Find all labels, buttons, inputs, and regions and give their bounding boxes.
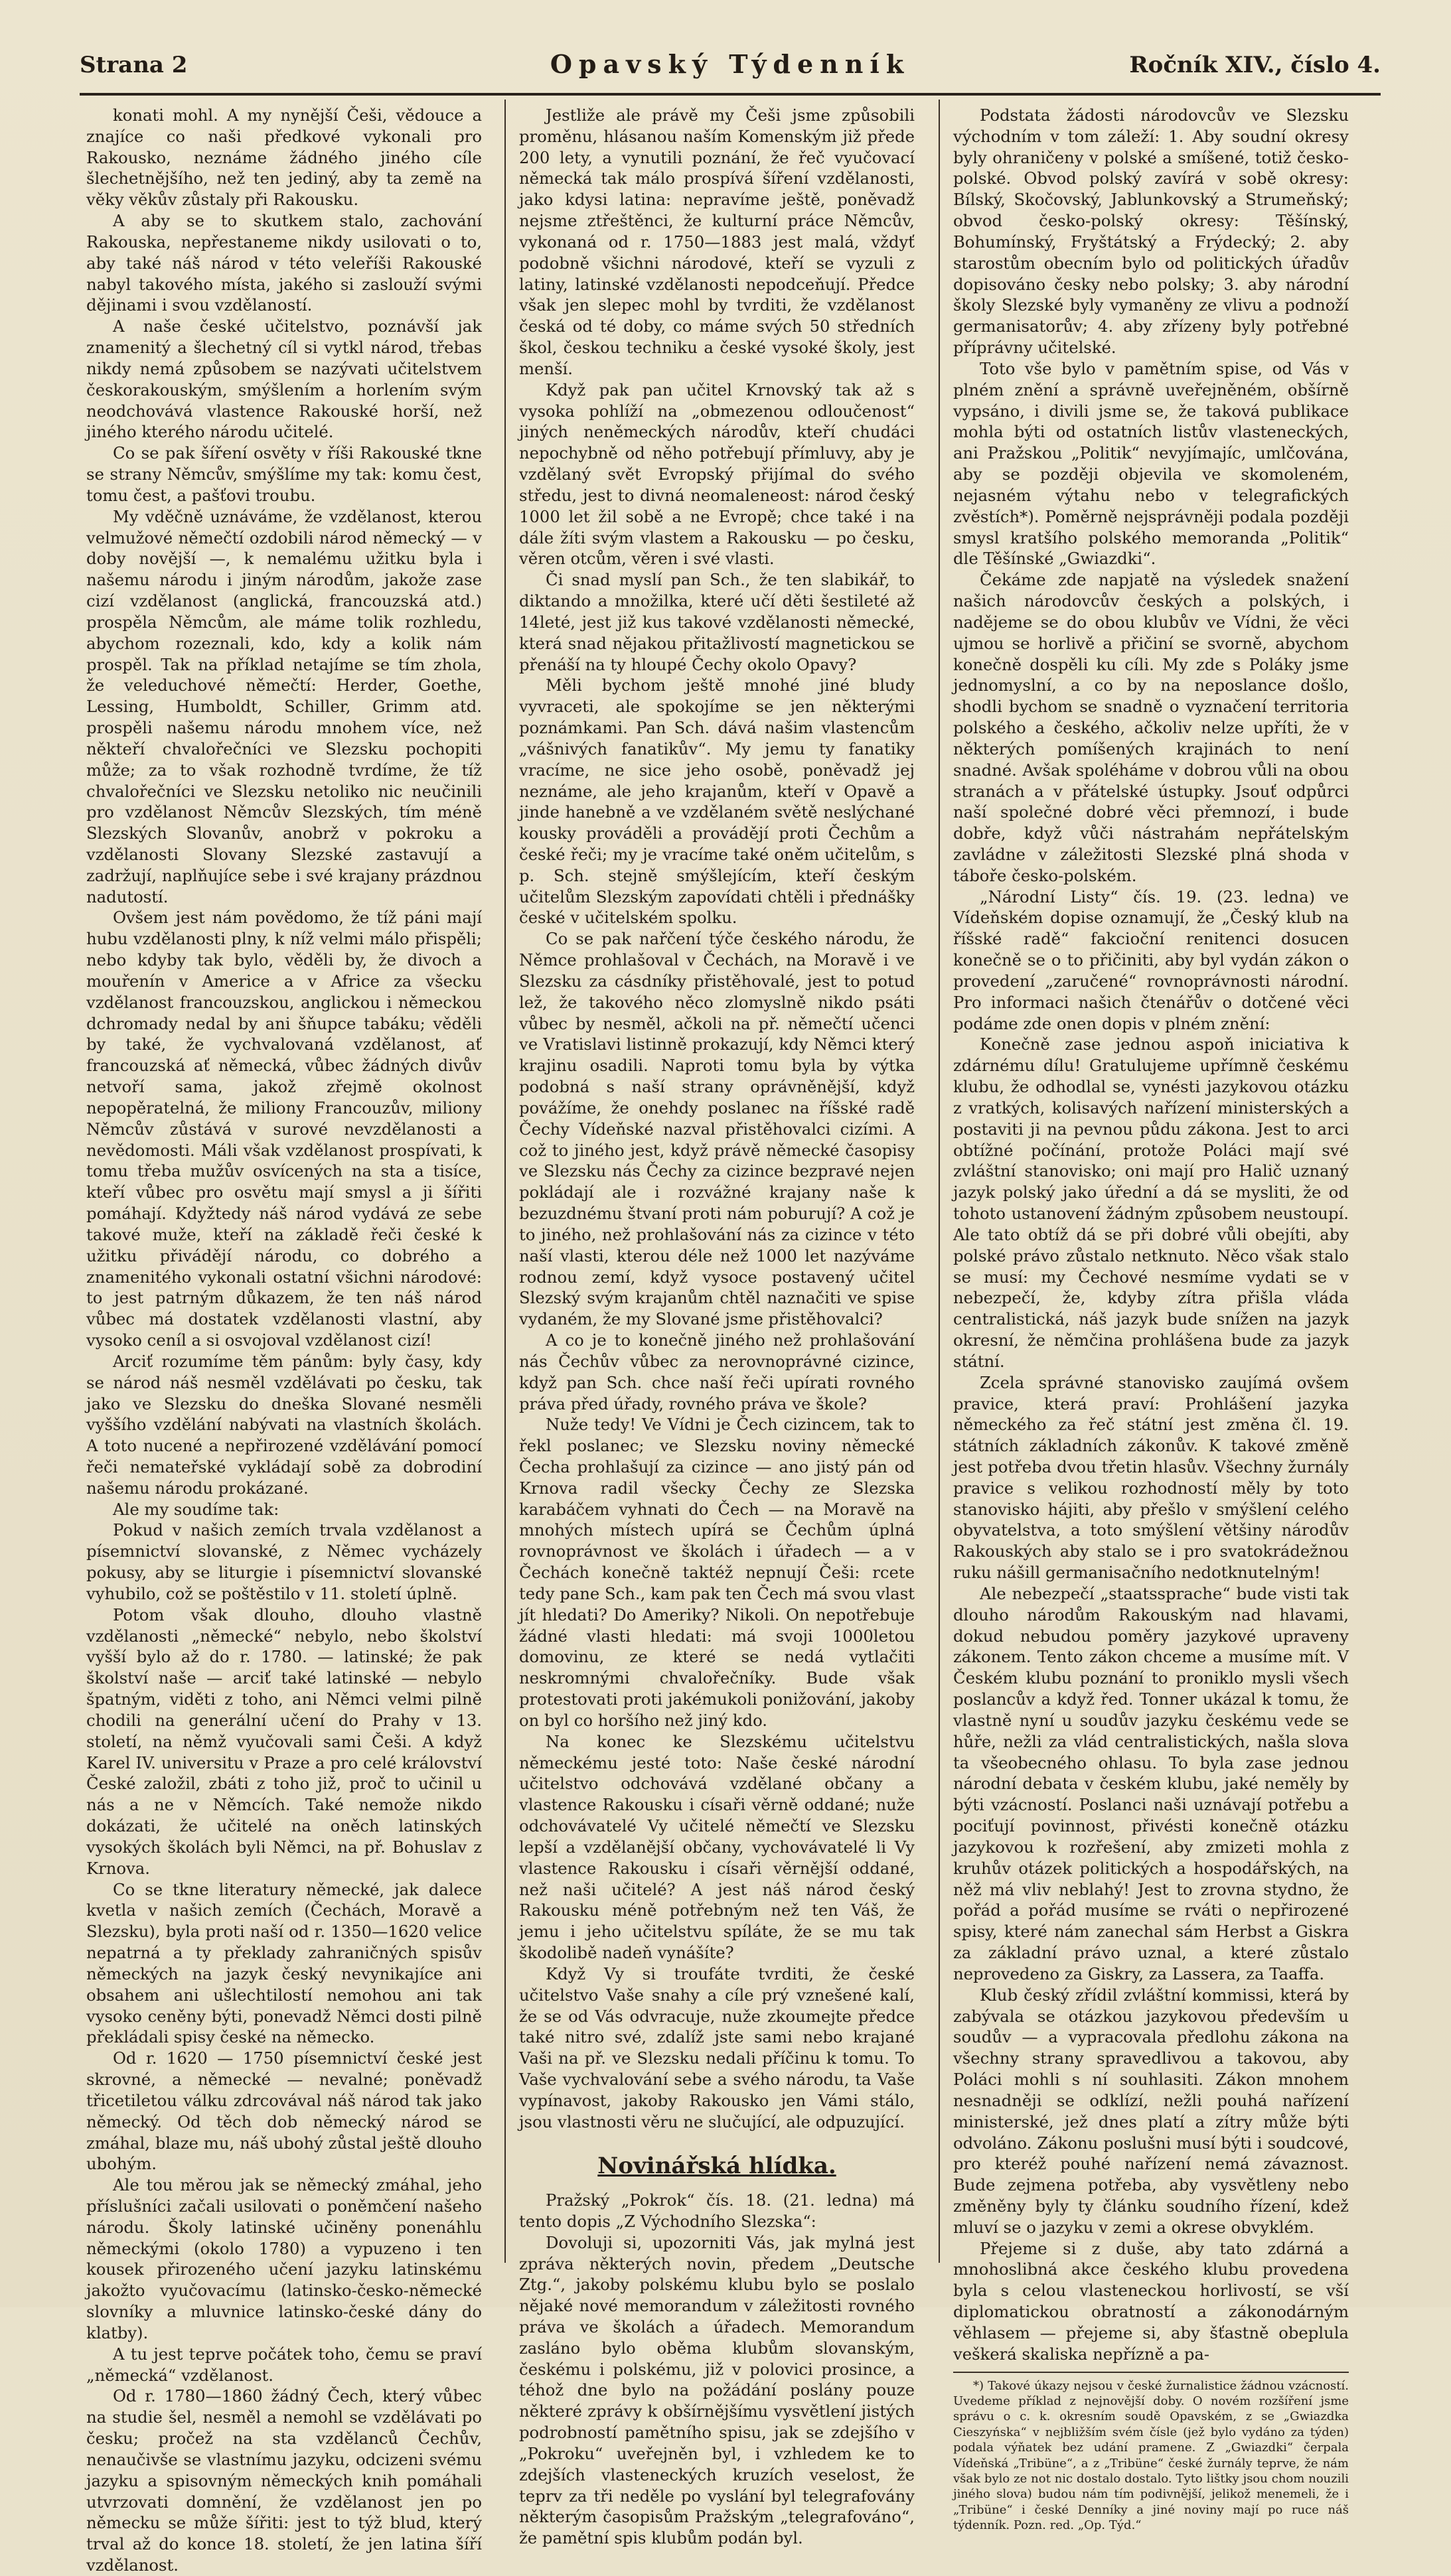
paragraph: Když Vy si troufáte tvrditi, že české učitelstvo Vaše snahy a cíle prý vznešené kalí, že se od Vás odvracuje, nuže zkoumejte předce také nitro své, zdalíž jste sami nebo krajané Vaši na př. ve Slezsku nedali příčinu k tomu. To Vaše vychvalování sebe a svého národu, ta Vaše vypínavost, jakoby Rakousko jen Vámi stálo, jsou vlastnosti věru ne slučující, ale odpuzující. [519,1964,915,2131]
paragraph: Či snad myslí pan Sch., že ten slabikář, to diktando a množilka, které učí děti šestileté až 14leté, jest již kus takové vzdělanosti německé, která snad nějakou přitažlivostí magnetickou se přenáší na ty hloupé Čechy okolo Opavy? [519,570,915,674]
paragraph: Ale my soudíme tak: [113,1499,279,1519]
paragraph: „Národní Listy“ čís. 19. (23. ledna) ve Vídeňském dopise oznamují, že „Český klub na říšské radě“ fakcioční renitenci dosucen konečně se o to přičiniti, aby byl vydán zákon o provedení „zaručené“ rovnoprávnosti národní. Pro informaci našich čtenářův o dotčené věci podáme zde onen dopis v plném znění: [953,887,1349,1033]
page-header [80,46,1381,86]
paragraph: A tu jest teprve počátek toho, čemu se praví „německá“ vzdělanost. [86,2344,482,2385]
paragraph: Klub český zřídil zvláštní kommissi, která by zabývala se otázkou jazykovou především u soudův — a vypracovala předlohu zákona na všechny strany spravedlivou a takovou, aby Poláci mohli s ní souhlasiti. Zákon mnohem nesnadněji se odklízí, nežli pouhá nařízení ministerské, jež dnes platí a zítry může býti odvoláno. Zákonu poslušni musí býti i soudcové, pro kteréž pouhé nařízení nemá závaznost. Bude zejmena potřeba, aby vysvětleny nebo změněny byly ty článku soudního řízení, kdež mluví se o jazyku v zemi a okrese obvyklém. [953,1985,1349,2237]
paragraph: Od r. 1780—1860 žádný Čech, který vůbec na studie šel, nesměl a nemohl se vzdělávati po česku; pročež na sta vzdělanců Čechův, nenaučivše se vlastnímu jazyku, odcizeni svému jazyku a spisovným německých knih pomáhali utvrzovati domnění, že vzdělanost jen po německu se může šířiti: jest to týž blud, který trval až do konce 18. století, že jen latina šíří vzdělanost. [86,2386,482,2575]
paragraph: Potom však dlouho, dlouho vlastně vzdělanosti „německé“ nebylo, nebo školství vyšší bylo až do r. 1780. — latinské; že pak školství naše — arciť také latinské — nebylo špatným, viděti z toho, ani Němci velmi pilně chodili na generální učení do Prahy v 13. století, na němž vyučovali sami Češi. A když Karel IV. universitu v Praze a pro celé království České založil, zbáti z toho již, proč to učinil u nás a ne v Němcích. Také nemože nikdo dokázati, že učitelé na oněch latinských vysokých školách byli Němci, na př. Bohuslav z Krnova. [86,1605,482,1878]
paragraph: A aby se to skutkem stalo, zachování Rakouska, nepřestaneme nikdy usilovati o to, aby také náš národ v této veleříši Rakouské nabyl takového místa, jakého si zaslouží svými dějinami i svou vzdělaností. [86,211,482,315]
column-divider [504,100,506,2263]
footnote-text: *) Takové úkazy nejsou v české žurnalistice žádnou vzácností. Uvedeme příklad z nejnovější doby. O novém rozšíření jsme správu o c. k. okresním soudě Opavském, z se „Gwiazdka Cieszyńska“ v nejbližším svém čísle (jež bylo vydáno za týden) podala výňatek bez udání pramene. Z „Gwiazdki“ čerpala Vídeňská „Tribüne“, a z „Tribüne“ české žurnály teprve, že nám však bylo ze not nic dostalo dostalo. Tyto lištky jsou chom nouzili jiného slova) budou nám tím podivnější, jelikož menemeli, že i „Tribüne“ i české Denníky a jiné noviny mají po ruce náš týdenník. Pozn. red. „Op. Týd.“ [953,2378,1349,2533]
paragraph: Jestliže ale právě my Češi jsme způsobili proměnu, hlásanou naším Komenským již přede 200 lety, a vynutili poznání, že řeč vyučovací německá tak málo prospívá šíření vzdělanosti, jako kdysi latina: nepravíme ještě, poněvadž nejsme ztřeštěnci, že kulturní práce Němcův, vykonaná od r. 1750—1883 jest malá, vždyť podobně všichni národové, kteří se vyzuli z latiny, latinské vzdělanosti nepodceňují. Předce však jen slepec mohl by tvrditi, že vzdělanost česká od té doby, co máme svých 50 středních škol, českou techniku a české vysoké školy, jest menší. [519,106,915,378]
paragraph: Pražský „Pokrok“ čís. 18. (21. ledna) má tento dopis „Z Východního Slezska“: [519,2190,915,2231]
paragraph: Zcela správné stanovisko zaujímá ovšem pravice, která praví: Prohlášení jazyka německého za řeč státní jest změna čl. 19. státních základních zákonův. K takové změně jest potřeba dvou třetin hlasův. Všechny žurnály pravice s velikou rozhodností měly by toto stanovisko hájiti, aby přešlo v smýšlení celého obyvatelstva, a toto smýšlení většiny národův Rakouských aby stalo se i pro svatokrádežnou ruku nášill germanisačního nedotknutelným! [953,1372,1349,1583]
paragraph: Měli bychom ještě mnohé jiné bludy vyvraceti, ale spokojíme se jen některými poznámkami. Pan Sch. dává našim vlastencům „vášnivých fanatikův“. My jemu ty fanatiky vracíme, ne sice jeho osobě, poněvadž jej neznáme, ale jeho krajanům, kteří v Opavě a jinde hanebně a ve vzdělaném světě neslýchané kousky prováděli a provádějí proti Čechům a české řeči; my je vracíme také oněm učitelům, s p. Sch. stejně smýšlejícím, kteří českým učitelům Slezským zapovídati chtěli i přednášky české v učitelském spolku. [519,676,915,928]
header-rule [80,93,1381,96]
paragraph: Ovšem jest nám povědomo, že tíž páni mají hubu vzdělanosti plny, k níž velmi málo přispěli; nebo kdyby tak bylo, věděli by, že divoch a mouřenín v Americe a v Africe za všecku vzdělanost francouzskou, anglickou i německou dchromady nedal by ani šňupce tabáku; věděli by také, že vychvalovaná vzdělanost, ať francouzská ať německá, vůbec žádných divův netvoří sama, jakož zřejmě okolnost nepopěratelná, že miliony Francouzův, miliony Němcův zůstává v surové nevzdělanosti a nevědomosti. Máli však vzdělanost prospívati, k tomu třeba mužův osvícených na sta a tisíce, kteří vůbec pro osvětu mají smysl a ji šířiti pomáhají. Kdyžtedy náš národ vydává ze sebe takové muže, kteří na základě řeči české k užitku přivádějí národu, co dobrého a znamenitého vykonali ostatní všichni národové: to jest patrným důkazem, že ten náš národ vůbec má dostatek vzdělanosti vlastní, aby vysoko ceníl a si osvojoval vzdělanost cizí! [86,908,482,1350]
column-divider [939,100,940,2263]
column-1 [86,105,482,2575]
paragraph: Čekáme zde napjatě na výsledek snažení našich národovcův českých a polských, i nadějeme se do obou klubův ve Vídni, že věci ujmou se horlivě a přičiní se svorně, abychom konečně dospěli ku cíli. My zde s Poláky jsme jednomyslní, a co by na neposlance došlo, shodli bychom se snadně o vyznačení territoria polského a českého, ačkoliv nelze upříti, že v některých pomíšených krajinách to není snadné. Avšak spoléháme v dobrou vůli na obou stranách a v přátelské ústupky. Jsouť odpůrci naší společné dobré věci přemnozí, i bude dobře, když vůči nástrahám nepřátelským zavládne v záležitosti Slezské plná shoda v táboře česko-polském. [953,570,1349,885]
column-2 [519,105,915,2548]
column-3 [953,105,1349,2533]
paragraph: Arciť rozumíme těm pánům: byly časy, kdy se národ náš nesměl vzdělávati po česku, tak jako ve Slezsku do dneška Slované nesměli vyššího vzdělání nabývati na vlastních školách. A toto nucené a nepřirozené vzdělávání pomocí řeči nemateřské vykládají sobě za dobrodiní našemu národu prokázané. [86,1351,482,1498]
paragraph: Podstata žádosti národovcův ve Slezsku východním v tom záleží: 1. Aby soudní okresy byly ohraničeny v polské a smíšené, totiž česko-polské. Obvod polský zavírá v sobě okresy: Bílský, Skočovský, Jablunkovský a Strumeňský; obvod česko-polský okresy: Těšínský, Bohumínský, Fryštátský a Frýdecký; 2. aby starostům obecním bylo od politických úřadův dopisováno česky nebo polsky; 3. aby národní školy Slezské byly vymaněny ze vlivu a podnoží germanisatorův; 4. aby zřízeny byly potřebné příprávny učitelské. [953,106,1349,358]
paragraph: Konečně zase jednou aspoň iniciativa k zdárnému dílu! Gratulujeme upřímně českému klubu, že odhodlal se, vynésti jazykovou otázku z vratkých, kolisavých nařízení ministerských a postaviti ji na pevnou půdu zákona. Jest to arci obtížné počínání, protože Poláci mají své zvláštní stanovisko; oni mají pro Halič uznaný jazyk polský jako úřední a dá se mysliti, že od tohoto ustanovení žádným způsobem neustoupí. Ale tato obtíž dá se při dobré vůli obejíti, aby polské právo zůstalo netknuto. Něco však stalo se musí: my Čechové nesmíme vydati se v nebezpečí, že, kdyby zítra přišla vláda centralistická, náš jazyk bude snížen na jazyk okresní, že němčina prohlášena bude za jazyk státní. [953,1035,1349,1371]
paragraph: Dovoluji si, upozorniti Vás, jak mylná jest zpráva některých novin, předem „Deutsche Ztg.“, jakoby polskému klubu bylo se poslalo nějaké nové memorandum v záležitosti rovného práva ve školách a úřadech. Memorandum zasláno bylo oběma klubům slovanským, českému i polskému, již v polovici prosince, a téhož dne bylo na požádání poslány pouze některé zprávy k obšírnějšímu vysvětlení jistých podrobností pamětního spisu, jak se zdejšího v „Pokroku“ uveřejněn byl, i vzhledem ke to zdejších vlasteneckých kruzích veselost, že teprv za tři neděle po vyslání byl telegrafovány některým časopisům Pražským „telegrafováno“, že pamětní spis klubům podán byl. [519,2232,915,2548]
paragraph: Na konec ke Slezskému učitelstvu německému jesté toto: Naše české národní učitelstvo odchovává vzdělané občany a vlastence Rakousku i císaři věrně oddané; nuže odchovávatelé Vy učitelé němečtí ve Slezsku lepší a vzdělanější občany, vychovávatelé li Vy vlastence Rakousku i císaři věrnější oddané, než naši učitelé? A jest náš národ český Rakousku méně potřebným než ten Váš, že jemu i jeho učitelstvu spíláte, že se mu tak škodolibě nadeň vynášíte? [519,1731,915,1963]
paragraph: Ale nebezpečí „staatssprache“ bude visti tak dlouho národům Rakouským nad hlavami, dokud nebudou poměry jazykové upraveny zákonem. Tento zákon chceme a musíme mít. V Českém klubu poznání to proniklo mysli všech poslancův a když řed. Tonner ukázal k tomu, že vlastně nyní u soudův jazyku českému vede se hůře, nežli za vlád centralistických, našla slova ta všeobecného ohlasu. To byla zase jednou národní debata v českém klubu, jaké neměly by býti vzácností. Poslanci naši uznávají potřebu a pociťují povinnost, přivésti konečně otázku jazykovou k rozřešení, aby zmizeti mohla z kruhův otázek politických a hospodářských, na něž má vliv neblahý! Jest to zrovna stydno, že pořád a pořád musíme se rváti o nepřirozené spisy, které nám zanechal sám Herbst a Giskra za základní právo uznal, a které zůstalo neprovedeno za Giskry, za Lassera, za Taaffa. [953,1583,1349,1983]
paragraph: Nuže tedy! Ve Vídni je Čech cizincem, tak to řekl poslanec; ve Slezsku noviny německé Čecha prohlašují za cizince — ano jistý pán od Krnova radil všecky Čechy ze Slezska karabáčem vyhnati do Čech — na Moravě na mnohých místech upírá se Čechům úplná rovnoprávnost ve školách i úřadech — a v Čechách konečně taktéž nepnují Češi: rcete tedy pane Sch., kam pak ten Čech má svou vlast jít hledati? Do Ameriky? Nikoli. On nepotřebuje žádné vlasti hledati: má svoji 1000letou domovinu, ze které se nedá vytlačiti neskromnými chvalořečníky. Bude však protestovati proti jakémukoli ponižování, jakoby on byl co horšího než jiný kdo. [519,1415,915,1730]
paragraph: Od r. 1620 — 1750 písemnictví české jest skrovné, a německé — nevalné; poněvadž třicetiletou válku zdrcovával náš národ tak jako německý. Od těch dob německý národ se zmáhal, blaze mu, náš ubohý zůstal ještě dlouho ubohým. [86,2048,482,2174]
paragraph: Co se tkne literatury německé, jak dalece kvetla v našich zemích (Čechách, Moravě a Slezsku), byla proti naší od r. 1350—1620 velice nepatrná a ty překlady zahraničných spisův německých na jazyk český nevynikajíce ani obsahem ani ušlechtilostí nemohou ani tak vysoko ceněny býti, ponevadž Němci dosti pilně překládali spisy české na německo. [86,1879,482,2047]
paragraph: A naše české učitelstvo, poznávší jak znamenitý a šlechetný cíl si vytkl národ, třebas nikdy nemá způsobem se nazývati učitelstvem českorakouským, smýšlením a horlením svým neodchovává vlastence Rakouské horší, než jiného kterého národu učitelé. [86,317,482,442]
paragraph: Přejeme si z duše, aby tato zdárná a mnohoslibná akce českého klubu provedena byla s celou vlasteneckou horlivostí, se vší diplomatickou obratností a zákonodárným věhlasem — přejeme si, aby šťastně obeplula veškerá skaliska nepřízně a pa- [953,2238,1349,2364]
paragraph: Pokud v našich zemích trvala vzdělanost a písemnictví slovanské, z Němec vycházely pokusy, aby se liturgie i písemnictví slovanské vyhubilo, což se poštěstilo v 11. století úplně. [86,1520,482,1603]
paragraph: A co je to konečně jiného než prohlašování nás Čechův vůbec za nerovnoprávné cizince, když pan Sch. chce naší řeči upírati rovného práva před úřady, rovného práva ve škole? [519,1330,915,1413]
paragraph: My vděčně uznáváme, že vzdělanost, kterou velmužové němečtí ozdobili národ německý — v doby novější —, k nemalému užitku byla i našemu národu i jiným národům, jakože zase cizí vzdělanost (anglická, francouzská atd.) prospěla Němcům, ale máme tolik rozhledu, abychom rozeznali, kdo, kdy a kolik nám prospěl. Tak na příklad netajíme se tím zhola, že veleduchové němečtí: Herder, Goethe, Lessing, Humboldt, Schiller, Grimm atd. prospěli našemu národu mnohem více, než někteří chvalořečníci ve Slezsku pochopiti může; za to však rozhodně tvrdíme, že tíž chvalořečníci ve Slezsku netoliko nic neučinili pro vzdělanost Němcův Slezských, tím méně Slezských Slovanův, anobrž v pokroku a vzdělanosti Slovany Slezské zastavují a zadržují, naplňujíce sebe i své krajany prázdnou nadutostí. [86,506,482,906]
paragraph: Toto vše bylo v pamětním spise, od Vás v plném znění a správně uveřejněném, obšírně vypsáno, i divili jsme se, že taková publikace mohla býti od ostatních listův vlasteneckých, ani Pražskou „Politik“ nevyjímajíc, umlčována, aby se později objevila ve skomoleném, nejasném výtahu nebo v telegrafických zvěstích*). Poměrně nejsprávněji podala později smysl kratšího polského memoranda „Politik“ dle Těšínské „Gwiazdki“. [953,358,1349,569]
paragraph: Co se pak šíření osvěty v říši Rakouské tkne se strany Němcův, smýšlíme my tak: komu čest, tomu čest, a pašťovi troubu. [86,443,482,505]
paragraph: Když pak pan učitel Krnovský tak až s vysoka pohlíží na „obmezenou odloučenost“ jiných neněmeckých národův, kteří chudáci nepochybně od něho potřebují přímluvy, aby je vzdělaný svět Evropský přijímal do svého středu, jest to divná neomaleneost: národ český 1000 let žil sobě a ne Evropě; chce také i na dále žíti svým vlastem a Rakousku — po česku, věren otcům, věren i své vlasti. [519,380,915,569]
paragraph: Co se pak nařčení týče českého národu, že Němce prohlašoval v Čechách, na Moravě i ve Slezsku za cásdníky přistěhovalé, jest to potud lež, že takového něco zlomyslně nikdo psáti vůbec by nesměl, ačkoli na př. němečtí učenci ve Vratislavi listinně prokazují, kdy Němci který krajinu osadili. Naproti tomu byla by výtka podobná s naší strany oprávněnější, když povážíme, že onehdy poslanec na říšské radě Čechy Vídeňské nazval přistěhovalci cizími. A což to jiného jest, když právě německé časopisy ve Slezsku nás Čechy za cizince bezpravé nejen pokládají ale i rozvážné krajany naše k bezuzdnému štvaní proti nám poburují? A což je to jiného, než prohlašování nás za cizince v této naší vlasti, kterou déle než 1000 let nazýváme rodnou zemí, když vysoce postavený učitel Slezský svým krajanům chtěl naznačiti ve spise vydaném, že my Slované jsme přistěhovalci? [519,929,915,1329]
issue-info: Ročník XIV., číslo 4. [1129,52,1381,78]
paragraph: Ale tou měrou jak se německý zmáhal, jeho příslušníci začali usilovati o poněmčení našeho národu. Školy latinské učiněny ponenáhlu německými (okolo 1780) a vypuzeno i ten kousek přirozeného učení jazyku latinskému jakožto vyučovacímu (latinsko-česko-německé slovníky a mluvnice latinsko-české dány do klatby). [86,2175,482,2342]
paragraph: konati mohl. A my nynější Češi, vědouce a znajíce co naši předkové vykonali pro Rakousko, neznáme žádného jiného cíle šlechetnějšího, než ten jediný, aby ta země na věky věkův zůstaly při Rakousku. [86,106,482,210]
newspaper-title: Opavský Týdenník [550,49,911,79]
page-number: Strana 2 [80,52,188,78]
section-title: Novinářská hlídka. [597,2152,836,2179]
footnote [953,2372,1349,2534]
